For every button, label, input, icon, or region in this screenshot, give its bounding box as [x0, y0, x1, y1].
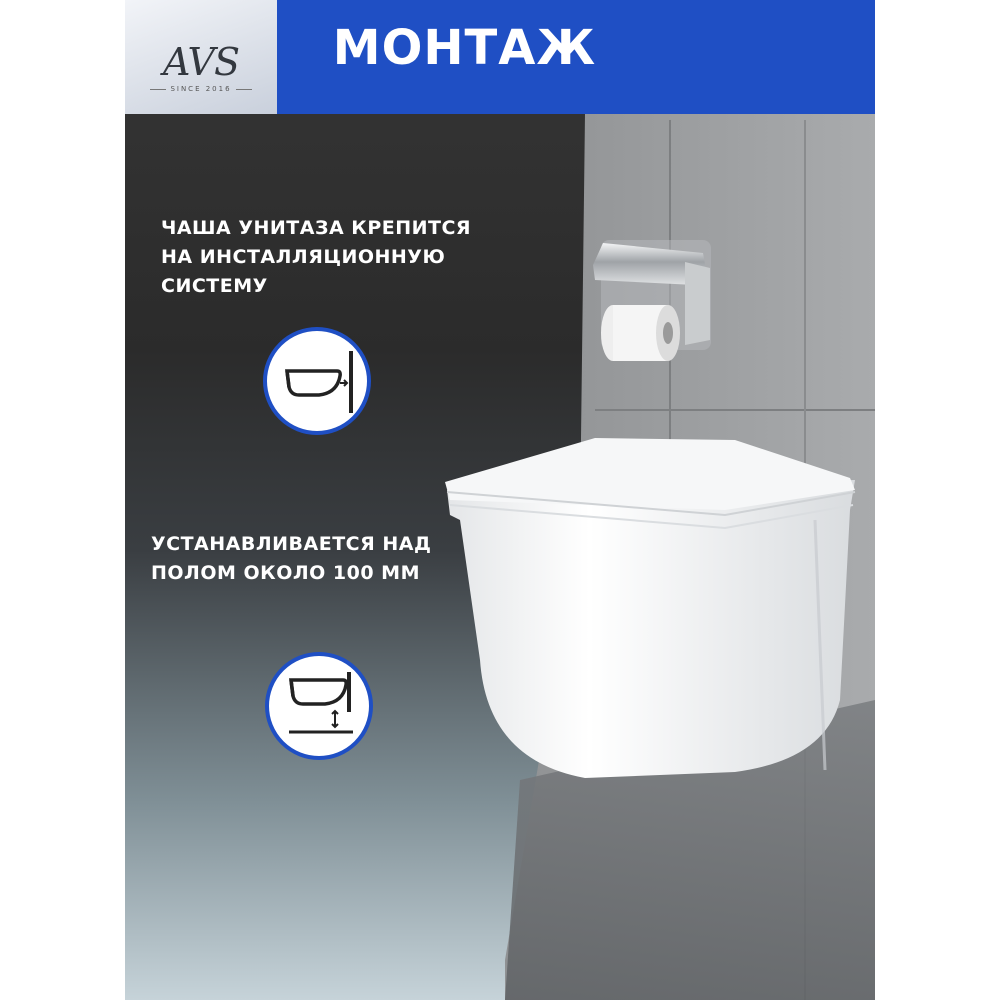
brand-logo	[125, 0, 277, 114]
toilet-paper-holder	[593, 240, 711, 361]
feature-caption-mount: ЧАША УНИТАЗА КРЕПИТСЯ НА ИНСТАЛЛЯЦИОННУЮ СИСТЕМУ	[161, 217, 472, 297]
wall-mount-icon	[263, 327, 371, 435]
floor-clearance-icon	[265, 652, 373, 760]
page-title: МОНТАЖ	[332, 20, 597, 76]
product-card	[125, 0, 875, 1000]
brand-tagline: SINCE 2016	[145, 85, 257, 93]
title-bar	[277, 0, 875, 114]
feature-caption-height: УСТАНАВЛИВАЕТСЯ НАД ПОЛОМ ОКОЛО 100 ММ	[151, 533, 432, 584]
bathroom-photo	[125, 0, 875, 1000]
brand-name: AVS	[162, 40, 240, 84]
wall-hung-toilet	[445, 438, 855, 778]
